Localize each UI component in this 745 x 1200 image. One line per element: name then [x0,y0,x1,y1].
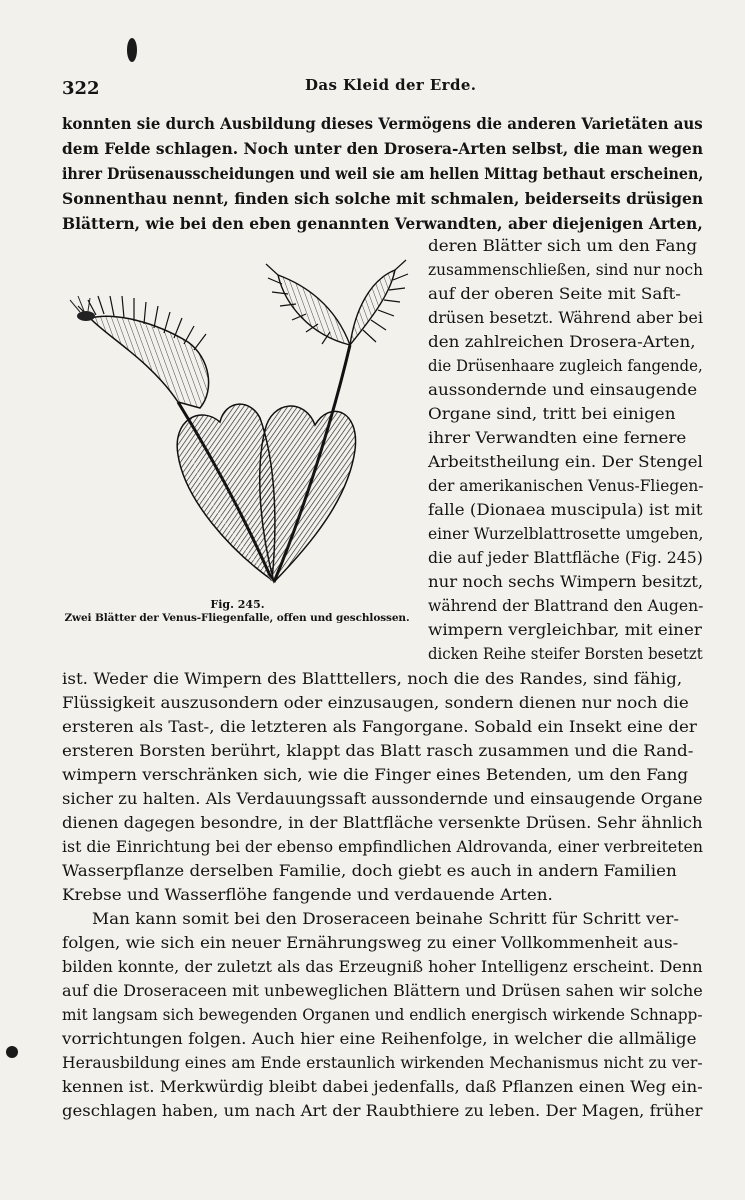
text-line: ersteren als Tast-, die letzteren als Fangorgane. Sobald ein Insekt eine der [62,718,697,736]
text-line: dicken Reihe steifer Borsten besetzt [428,645,703,663]
text-line: kennen ist. Merkwürdig bleibt dabei jedenfalls, daß Pflanzen einen Weg ein- [62,1078,703,1096]
ink-blot-top [127,38,137,62]
text-line: dem Felde schlagen. Noch unter den Drosera-Arten selbst, die man wegen [62,139,704,158]
text-line: Flüssigkeit auszusondern oder einzusaugen, sondern dienen nur noch die [62,694,689,712]
text-line: Man kann somit bei den Droseraceen beinahe Schritt für Schritt ver- [92,910,680,928]
text-line: sicher zu halten. Als Verdauungssaft aussondernde und einsaugende Organe [62,790,703,808]
text-line: Wasserpflanze derselben Familie, doch giebt es auch in andern Familien [62,862,677,880]
text-line: mit langsam sich bewegenden Organen und endlich energisch wirkende Schnapp- [62,1006,703,1024]
venus-flytrap-figure [60,250,415,595]
text-line: ihrer Drüsenausscheidungen und weil sie am hellen Mittag bethaut erscheinen, [62,164,704,183]
insect [77,311,95,321]
text-line: ist. Weder die Wimpern des Blatttellers, noch die des Randes, sind fähig, [62,670,683,688]
text-line: geschlagen haben, um nach Art der Raubthiere zu leben. Der Magen, früher [62,1102,703,1120]
text-line: Blättern, wie bei den eben genannten Verwandten, aber diejenigen Arten, [62,214,703,233]
text-line: einer Wurzelblattrosette umgeben, [428,525,704,543]
text-line: die Drüsenhaare zugleich fangende, [428,357,703,375]
figure-number: Fig. 245. [210,598,265,611]
text-line: Sonnenthau nennt, finden sich solche mit schmalen, beiderseits drüsigen [62,189,704,208]
text-line: folgen, wie sich ein neuer Ernährungsweg zu einer Vollkommenheit aus- [62,934,679,952]
figure-caption: Zwei Blätter der Venus-Fliegenfalle, offen und geschlossen. [64,612,410,624]
text-line: aussondernde und einsaugende [428,381,698,399]
text-line: drüsen besetzt. Während aber bei [428,309,703,327]
text-line: falle (Dionaea muscipula) ist mit [428,501,703,519]
text-line: den zahlreichen Drosera-Arten, [428,333,696,351]
page-header [62,74,702,104]
text-line: zusammenschließen, sind nur noch [428,261,703,279]
text-line: auf die Droseraceen mit unbeweglichen Blättern und Drüsen sahen wir solche [62,982,703,1000]
text-line: deren Blätter sich um den Fang [428,237,698,255]
text-line: der amerikanischen Venus-Fliegen- [428,477,704,495]
text-line: die auf jeder Blattfläche (Fig. 245) [428,549,703,567]
closed-trap [90,316,209,408]
text-line: ist die Einrichtung bei der ebenso empfindlichen Aldrovanda, einer verbreiteten [62,838,703,856]
text-line: vorrichtungen folgen. Auch hier eine Reihenfolge, in welcher die allmälige [62,1030,697,1048]
text-line: Arbeitstheilung ein. Der Stengel [428,453,703,471]
text-line: wimpern verschränken sich, wie die Finger eines Betenden, um den Fang [62,766,689,784]
text-line: dienen dagegen besondre, in der Blattfläche versenkte Drüsen. Sehr ähnlich [62,814,703,832]
ink-blot-left [6,1046,18,1058]
text-line: auf der oberen Seite mit Saft- [428,285,681,303]
text-line: Krebse und Wasserflöhe fangende und verdauende Arten. [62,886,553,904]
text-line: während der Blattrand den Augen- [428,597,704,615]
page-number: 322 [62,78,100,99]
open-trap-right-lobe [350,270,395,345]
open-trap-left-lobe [278,275,350,345]
text-line: Organe sind, tritt bei einigen [428,405,676,423]
text-line: nur noch sechs Wimpern besitzt, [428,573,704,591]
text-line: konnten sie durch Ausbildung dieses Vermögens die anderen Varietäten aus [62,114,703,133]
text-line: ersteren Borsten berührt, klappt das Blatt rasch zusammen und die Rand- [62,742,694,760]
running-head: Das Kleid der Erde. [305,76,477,94]
venus-flytrap-illustration [60,250,415,595]
text-line: Herausbildung eines am Ende erstaunlich wirkenden Mechanismus nicht zu ver- [62,1054,703,1072]
text-line: wimpern vergleichbar, mit einer [428,621,702,639]
text-line: bilden konnte, der zuletzt als das Erzeugniß hoher Intelligenz erscheint. Denn [62,958,703,976]
text-line: ihrer Verwandten eine fernere [428,429,687,447]
right-leaf-blade [260,406,356,582]
